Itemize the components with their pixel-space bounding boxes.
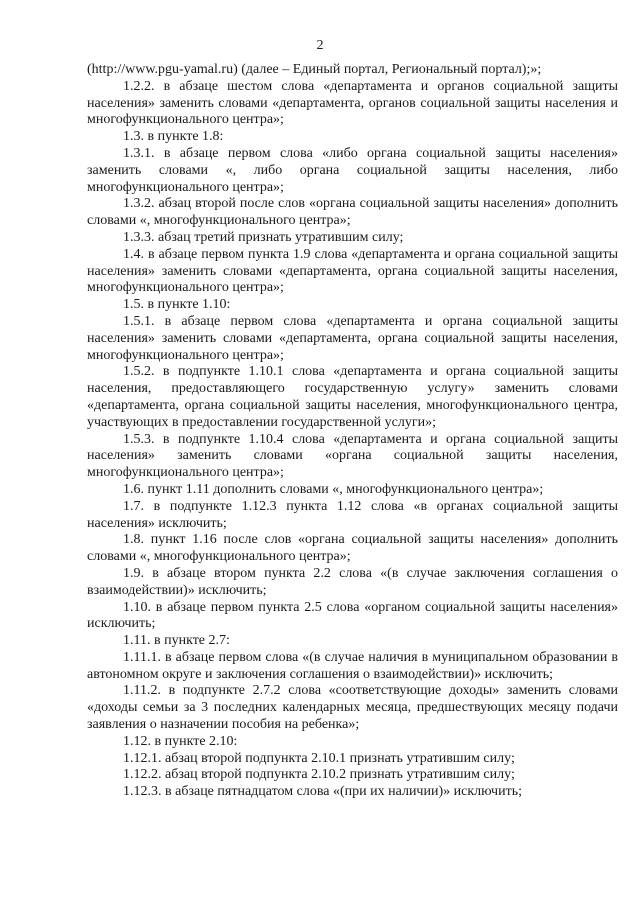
paragraph: 1.12. в пункте 2.10: (123, 733, 238, 749)
paragraph: 1.11.1. в абзаце первом слова «(в случае наличия в муниципальном образовании в автономном округе и заключения соглашения о взаимодействии)» исключить; (87, 649, 618, 682)
page-number: 2 (316, 38, 324, 53)
paragraph: 1.2.2. в абзаце шестом слова «департамента и органов социальной защиты населения» заменить словами «департамента, органов социальной защиты населения и многофункционального центра»; (87, 78, 618, 128)
paragraph: 1.12.2. абзац второй подпункта 2.10.2 признать утратившим силу; (123, 767, 515, 783)
paragraph: 1.10. в абзаце первом пункта 2.5 слова «органом социальной защиты населения» исключить; (87, 599, 618, 632)
paragraph: 1.6. пункт 1.11 дополнить словами «, многофункционального центра»; (123, 481, 544, 497)
paragraph: 1.5.2. в подпункте 1.10.1 слова «департамента и органа социальной защиты населения, предоставляющего государственную услугу» заменить словами «департамента, органа социальной защиты населения, многофункционального центра, участвующих в предоставлении государственной услуги»; (87, 364, 618, 430)
paragraph: 1.3.1. в абзаце первом слова «либо органа социальной защиты населения» заменить словами «, либо органа социальной защиты населения, либо многофункционального центра»; (87, 145, 618, 195)
paragraph: 1.5.3. в подпункте 1.10.4 слова «департамента и органа социальной защиты населения» заменить словами «органа социальной защиты населения, многофункционального центра»; (87, 431, 618, 481)
paragraph: 1.5. в пункте 1.10: (123, 297, 231, 313)
paragraph: 1.3.3. абзац третий признать утратившим силу; (123, 229, 404, 245)
paragraph: 1.12.3. в абзаце пятнадцатом слова «(при их наличии)» исключить; (123, 784, 522, 800)
paragraph: 1.3. в пункте 1.8: (123, 129, 224, 145)
paragraph: (http://www.pgu-yamal.ru) (далее – Единый портал, Региональный портал);»; (87, 62, 542, 77)
paragraph: 1.11.2. в подпункте 2.7.2 слова «соответствующие доходы» заменить словами «доходы семьи за 3 последних календарных месяца, предшествующих месяцу подачи заявления о назначении пособия на ребенка»; (87, 683, 618, 733)
paragraph: 1.3.2. абзац второй после слов «органа социальной защиты населения» дополнить словами «, многофункционального центра»; (87, 196, 618, 229)
document-body (87, 62, 618, 801)
paragraph: 1.7. в подпункте 1.12.3 пункта 1.12 слова «в органах социальной защиты населения» исключить; (87, 498, 618, 531)
paragraph: 1.12.1. абзац второй подпункта 2.10.1 признать утратившим силу; (123, 750, 515, 766)
paragraph: 1.8. пункт 1.16 после слов «органа социальной защиты населения» дополнить словами «, многофункционального центра»; (87, 532, 618, 565)
paragraph: 1.9. в абзаце втором пункта 2.2 слова «(в случае заключения соглашения о взаимодействии)» исключить; (87, 565, 618, 598)
paragraph: 1.5.1. в абзаце первом слова «департамента и органа социальной защиты населения» заменить словами «департамента, органа социальной защиты населения, многофункционального центра»; (87, 313, 618, 363)
paragraph: 1.11. в пункте 2.7: (123, 633, 230, 649)
paragraph: 1.4. в абзаце первом пункта 1.9 слова «департамента и органа социальной защиты населения» заменить словами «департамента, органа социальной защиты населения, многофункционального центра»; (87, 246, 618, 296)
